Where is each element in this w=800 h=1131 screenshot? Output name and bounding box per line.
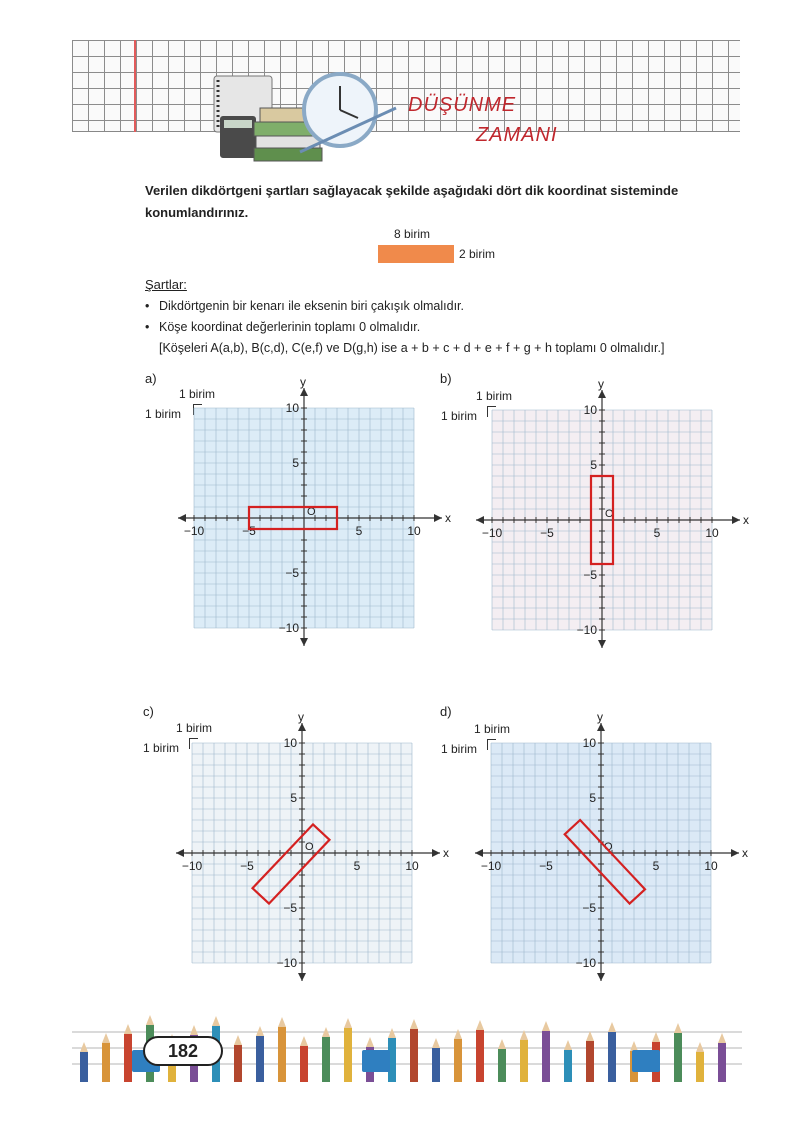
panel-label: b) <box>440 371 452 386</box>
origin-label: O <box>604 841 613 853</box>
pencil-icon <box>696 1052 704 1082</box>
unit-label: 1 birim <box>176 721 213 735</box>
y-tick-label: −10 <box>278 621 299 635</box>
x-tick-label: −10 <box>481 526 503 540</box>
coordinate-graph-b[interactable] <box>470 380 750 660</box>
x-tick-label: 10 <box>704 859 718 873</box>
pencil-icon <box>124 1034 132 1082</box>
x-axis-label: x <box>742 846 748 860</box>
x-tick-label: −5 <box>240 859 254 873</box>
sharpener-icon <box>632 1050 660 1072</box>
x-tick-label: −5 <box>539 859 553 873</box>
x-tick-label: −5 <box>242 524 256 538</box>
x-arrow-icon <box>476 516 484 524</box>
y-axis-label: y <box>597 713 603 724</box>
sharpener-icon <box>362 1050 390 1072</box>
x-tick-label: −10 <box>181 859 203 873</box>
condition-item: • Köşe koordinat değerlerinin toplamı 0 olmalıdır. <box>145 320 421 334</box>
intro-instruction: Verilen dikdörtgeni şartları sağlayacak şekilde aşağıdaki dört dik koordinat sisteminde konumlandırınız. <box>145 183 679 220</box>
origin-label: O <box>307 506 316 518</box>
y-arrow-icon <box>598 390 606 398</box>
pencil-icon <box>432 1048 440 1082</box>
pencil-icon <box>608 1032 616 1082</box>
pencil-icon <box>674 1033 682 1082</box>
x-tick-label: 5 <box>652 859 660 873</box>
header-title-line1: DÜŞÜNME <box>408 94 517 116</box>
pencil-icon <box>344 1028 352 1082</box>
x-arrow-icon <box>731 849 739 857</box>
y-arrow-icon <box>300 388 308 396</box>
pencil-icon <box>542 1031 550 1082</box>
x-tick-label: −10 <box>480 859 502 873</box>
unit-label: 1 birim <box>441 742 478 756</box>
x-tick-label: 5 <box>653 526 661 540</box>
x-tick-label: −5 <box>540 526 554 540</box>
panel-label: a) <box>145 371 157 386</box>
y-axis-label: y <box>300 378 306 389</box>
y-tick-label: 10 <box>583 403 597 417</box>
rectangle-length-label: 8 birim <box>394 227 431 241</box>
coordinate-graph-c[interactable] <box>170 713 450 993</box>
y-tick-label: −10 <box>276 956 297 970</box>
pencil-icon <box>278 1027 286 1082</box>
sample-rectangle <box>378 245 454 263</box>
y-arrow-icon <box>598 640 606 648</box>
pencil-icon <box>410 1029 418 1082</box>
y-arrow-icon <box>298 973 306 981</box>
y-tick-label: −10 <box>576 623 597 637</box>
y-tick-label: 5 <box>589 791 596 805</box>
y-tick-label: 10 <box>582 736 596 750</box>
panel-label: c) <box>143 704 154 719</box>
rectangle-width-label: 2 birim <box>459 247 496 261</box>
x-tick-label: 10 <box>405 859 419 873</box>
y-tick-label: 5 <box>290 791 297 805</box>
unit-label: 1 birim <box>143 741 180 755</box>
y-arrow-icon <box>597 973 605 981</box>
x-tick-label: −10 <box>183 524 205 538</box>
books-clock-illustration <box>200 52 400 162</box>
conditions-title: Şartlar: <box>145 277 187 292</box>
x-tick-label: 10 <box>407 524 421 538</box>
condition-item: • Dikdörtgenin bir kenarı ile eksenin biri çakışık olmalıdır. <box>145 299 464 313</box>
margin-red-line <box>134 40 136 132</box>
y-arrow-icon <box>298 723 306 731</box>
x-tick-label: 5 <box>353 859 361 873</box>
x-arrow-icon <box>178 514 186 522</box>
y-axis-label: y <box>598 380 604 391</box>
page-number: 182 <box>143 1036 223 1066</box>
x-tick-label: 5 <box>355 524 363 538</box>
y-arrow-icon <box>300 638 308 646</box>
y-tick-label: −10 <box>575 956 596 970</box>
y-axis-label: y <box>298 713 304 724</box>
header-title-line2: ZAMANI <box>476 124 558 146</box>
y-arrow-icon <box>597 723 605 731</box>
y-tick-label: 5 <box>590 458 597 472</box>
pencil-icon <box>520 1040 528 1082</box>
x-arrow-icon <box>432 849 440 857</box>
coordinate-graph-d[interactable] <box>469 713 749 993</box>
panel-label: d) <box>440 704 452 719</box>
pencil-icon <box>256 1036 264 1082</box>
pencil-icon <box>498 1049 506 1082</box>
unit-label: 1 birim <box>441 409 478 423</box>
y-tick-label: −5 <box>285 566 299 580</box>
pencil-icon <box>586 1041 594 1082</box>
coordinate-graph-a[interactable] <box>172 378 452 658</box>
y-tick-label: 10 <box>283 736 297 750</box>
x-arrow-icon <box>732 516 740 524</box>
pencil-icon <box>80 1052 88 1082</box>
unit-label: 1 birim <box>476 389 513 403</box>
origin-label: O <box>305 841 314 853</box>
pencil-icon <box>300 1046 308 1082</box>
x-axis-label: x <box>743 513 749 527</box>
condition-note: [Köşeleri A(a,b), B(c,d), C(e,f) ve D(g,h) ise a + b + c + d + e + f + g + h toplamı 0 olmalıdır.] <box>159 341 665 355</box>
y-tick-label: −5 <box>583 568 597 582</box>
unit-label: 1 birim <box>474 722 511 736</box>
x-axis-label: x <box>443 846 449 860</box>
x-arrow-icon <box>434 514 442 522</box>
y-tick-label: 10 <box>285 401 299 415</box>
pencil-icon <box>234 1045 242 1082</box>
header-grid-band <box>72 40 740 132</box>
x-tick-label: 10 <box>705 526 719 540</box>
pencil-icon <box>718 1043 726 1082</box>
pencil-icon <box>322 1037 330 1082</box>
unit-label: 1 birim <box>179 387 216 401</box>
pencil-icon <box>476 1030 484 1082</box>
y-tick-label: 5 <box>292 456 299 470</box>
x-arrow-icon <box>176 849 184 857</box>
x-axis-label: x <box>445 511 451 525</box>
pencil-icon <box>102 1043 110 1082</box>
pencil-icon <box>564 1050 572 1082</box>
x-arrow-icon <box>475 849 483 857</box>
y-tick-label: −5 <box>582 901 596 915</box>
y-tick-label: −5 <box>283 901 297 915</box>
pencil-icon <box>454 1039 462 1082</box>
unit-label: 1 birim <box>145 407 182 421</box>
origin-label: O <box>605 508 614 520</box>
